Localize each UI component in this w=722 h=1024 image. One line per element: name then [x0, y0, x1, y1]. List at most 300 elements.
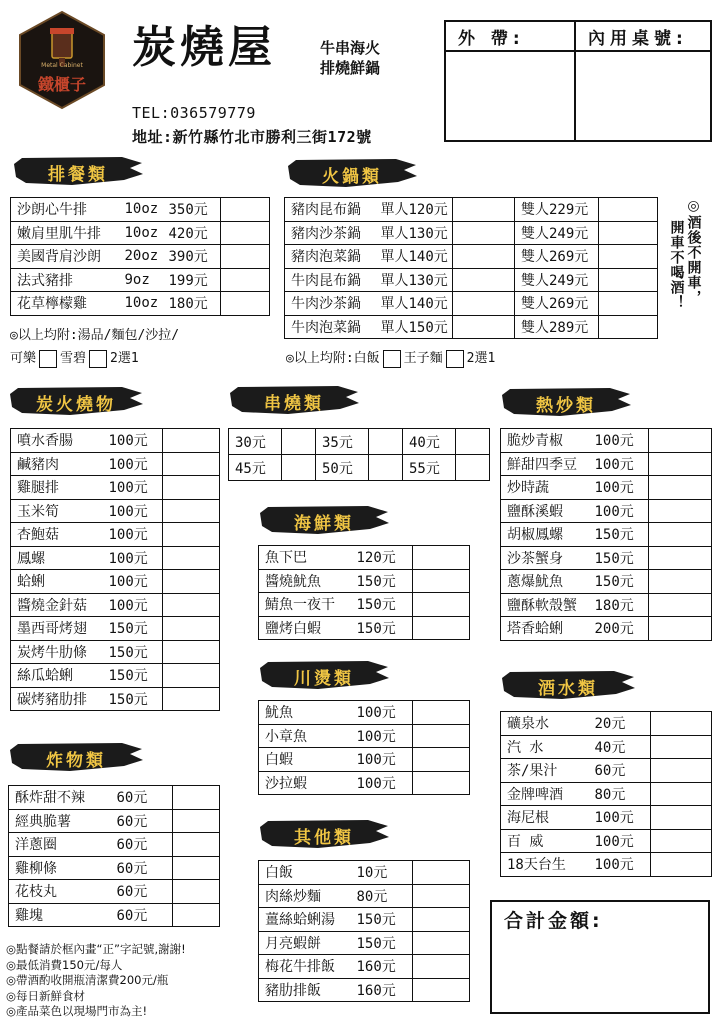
skewers-row [229, 455, 490, 481]
fried-order-box[interactable] [173, 786, 220, 810]
drinks-item-price: 80元 [589, 782, 651, 806]
drinks-item-price: 20元 [589, 712, 651, 736]
hotpot-single-order-box[interactable] [453, 221, 515, 245]
steak-order-box[interactable] [221, 268, 270, 292]
steak-row [11, 292, 270, 316]
skewer-price: 45元 [229, 455, 282, 481]
charcoal-item-name: 玉米筍 [11, 499, 103, 523]
total-amount-label: 合計金額: [504, 910, 603, 932]
blanched-order-box[interactable] [413, 771, 470, 795]
charcoal-order-box[interactable] [163, 617, 220, 641]
charcoal-item-name: 鹹豬肉 [11, 452, 103, 476]
stirfry-item-price: 200元 [589, 617, 649, 641]
stirfry-item-name: 炒時蔬 [501, 476, 589, 500]
blanched-item-name: 白蝦 [259, 748, 351, 772]
phone-number: TEL:036579779 [132, 104, 256, 122]
steak-item-name: 嫩肩里肌牛排 [11, 221, 119, 245]
hotpot-single-price: 單人130元 [375, 221, 453, 245]
stirfry-row [501, 499, 712, 523]
stirfry-menu-table [500, 428, 712, 641]
hotpot-single-order-box[interactable] [453, 292, 515, 316]
drinks-order-box[interactable] [651, 829, 712, 853]
heading-charcoal-text: 炭火燒物 [36, 395, 116, 415]
fried-row [9, 833, 220, 857]
stirfry-order-box[interactable] [649, 452, 712, 476]
skewer-price: 50元 [315, 455, 368, 481]
option-sprite-label: 雪碧 [60, 351, 87, 366]
others-order-box[interactable] [413, 884, 470, 908]
stirfry-item-name: 沙茶蟹身 [501, 546, 589, 570]
blanched-order-box[interactable] [413, 701, 470, 725]
heading-fried-text: 炸物類 [46, 751, 106, 771]
fried-item-price: 60元 [111, 833, 173, 857]
steak-item-size: 10oz [119, 198, 163, 222]
fried-item-name: 雞柳條 [9, 856, 111, 880]
stirfry-item-name: 蔥爆魷魚 [501, 570, 589, 594]
stirfry-row [501, 570, 712, 594]
steak-menu-table [10, 197, 270, 316]
seafood-item-name: 魚下巴 [259, 546, 351, 570]
fried-order-box[interactable] [173, 880, 220, 904]
others-item-price: 150元 [351, 931, 413, 955]
seafood-menu-table [258, 545, 470, 640]
charcoal-row [11, 570, 220, 594]
others-item-price: 10元 [351, 861, 413, 885]
charcoal-row [11, 429, 220, 453]
charcoal-menu-table [10, 428, 220, 711]
stirfry-item-name: 鹽酥溪蝦 [501, 499, 589, 523]
charcoal-item-price: 100元 [103, 523, 163, 547]
steak-item-size: 20oz [119, 245, 163, 269]
charcoal-item-name: 墨西哥烤翅 [11, 617, 103, 641]
stirfry-order-box[interactable] [649, 429, 712, 453]
seafood-row [259, 616, 470, 640]
hotpot-item-name: 牛肉沙茶鍋 [285, 292, 375, 316]
drinks-item-price: 100元 [589, 806, 651, 830]
heading-hotpot [286, 156, 418, 190]
others-row [259, 978, 470, 1002]
blanched-item-name: 小章魚 [259, 724, 351, 748]
seafood-order-box[interactable] [413, 616, 470, 640]
steak-item-name: 沙朗心牛排 [11, 198, 119, 222]
drinks-order-box[interactable] [651, 853, 712, 877]
hotpot-single-price: 單人120元 [375, 198, 453, 222]
seafood-row [259, 569, 470, 593]
drinks-menu-table [500, 711, 712, 877]
charcoal-row [11, 499, 220, 523]
charcoal-item-price: 100元 [103, 593, 163, 617]
hotpot-double-order-box[interactable] [599, 198, 658, 222]
skewer-order-box[interactable] [456, 455, 490, 481]
fried-order-box[interactable] [173, 833, 220, 857]
hotpot-item-name: 豬肉沙茶鍋 [285, 221, 375, 245]
seafood-order-box[interactable] [413, 593, 470, 617]
charcoal-item-price: 150元 [103, 664, 163, 688]
steak-item-price: 420元 [163, 221, 221, 245]
drinks-order-box[interactable] [651, 806, 712, 830]
steak-item-size: 10oz [119, 221, 163, 245]
drinks-item-price: 40元 [589, 735, 651, 759]
hotpot-row [285, 198, 658, 222]
skewer-order-box[interactable] [456, 429, 490, 455]
skewer-order-box[interactable] [369, 455, 403, 481]
hotpot-double-price: 雙人289元 [515, 315, 599, 339]
blanched-item-price: 100元 [351, 701, 413, 725]
seafood-item-name: 鯖魚一夜干 [259, 593, 351, 617]
fried-row [9, 880, 220, 904]
hotpot-item-name: 豬肉泡菜鍋 [285, 245, 375, 269]
shop-title: 炭燒屋 [132, 22, 276, 73]
steak-item-price: 390元 [163, 245, 221, 269]
footnote-line: ◎產品菜色以現場門市為主! [6, 1004, 148, 1019]
charcoal-item-name: 絲瓜蛤蜊 [11, 664, 103, 688]
drinks-row [501, 829, 712, 853]
others-order-box[interactable] [413, 908, 470, 932]
drinks-item-name: 金牌啤酒 [501, 782, 589, 806]
subtitle-line-2: 排燒鮮鍋 [320, 59, 381, 78]
others-order-box[interactable] [413, 978, 470, 1002]
blanched-item-price: 100元 [351, 724, 413, 748]
stirfry-row [501, 546, 712, 570]
footnote-line: ◎帶酒酌收開瓶清潔費200元/瓶 [6, 973, 169, 988]
stirfry-item-price: 100元 [589, 429, 649, 453]
stirfry-row [501, 429, 712, 453]
steak-order-box[interactable] [221, 198, 270, 222]
heading-drinks [500, 668, 636, 702]
seafood-row [259, 546, 470, 570]
others-item-price: 160元 [351, 955, 413, 979]
fried-item-price: 60元 [111, 786, 173, 810]
takeout-field[interactable] [446, 52, 576, 140]
fried-row [9, 809, 220, 833]
charcoal-row [11, 452, 220, 476]
heading-skewers-text: 串燒類 [264, 394, 324, 414]
fried-item-price: 60元 [111, 856, 173, 880]
others-menu-table [258, 860, 470, 1002]
charcoal-order-box[interactable] [163, 664, 220, 688]
others-item-price: 160元 [351, 978, 413, 1002]
steak-item-name: 花草檸檬雞 [11, 292, 119, 316]
charcoal-item-name: 噴水香腸 [11, 429, 103, 453]
skewer-price: 55元 [402, 455, 455, 481]
drinks-order-box[interactable] [651, 759, 712, 783]
drinks-item-name: 茶/果汁 [501, 759, 589, 783]
heading-stirfry-text: 熱炒類 [536, 396, 596, 416]
subtitle-line-1: 牛串海火 [320, 39, 381, 57]
warning-column-2 [668, 220, 685, 310]
stirfry-item-price: 100元 [589, 476, 649, 500]
takeout-label: 外 帶: [446, 22, 576, 52]
charcoal-order-box[interactable] [163, 570, 220, 594]
drinks-row [501, 782, 712, 806]
hotpot-double-order-box[interactable] [599, 245, 658, 269]
drinks-item-name: 海尼根 [501, 806, 589, 830]
option-cola-checkbox[interactable] [39, 350, 57, 368]
hotpot-single-price: 單人150元 [375, 315, 453, 339]
stirfry-item-name: 塔香蛤蜊 [501, 617, 589, 641]
hotpot-single-order-box[interactable] [453, 315, 515, 339]
option-noodle-label: 王子麵 [403, 351, 443, 366]
stirfry-row [501, 452, 712, 476]
charcoal-row [11, 523, 220, 547]
others-item-name: 梅花牛排飯 [259, 955, 351, 979]
skewer-order-box[interactable] [282, 455, 316, 481]
fried-item-name: 洋蔥圈 [9, 833, 111, 857]
charcoal-item-price: 100元 [103, 452, 163, 476]
others-row [259, 931, 470, 955]
fried-item-price: 60元 [111, 903, 173, 927]
charcoal-item-name: 炭烤牛肋條 [11, 640, 103, 664]
charcoal-item-price: 150元 [103, 617, 163, 641]
charcoal-row [11, 640, 220, 664]
drinks-row [501, 806, 712, 830]
fried-order-box[interactable] [173, 809, 220, 833]
stirfry-item-price: 150元 [589, 523, 649, 547]
hotpot-choose-one-label: 2選1 [466, 351, 496, 366]
fried-order-box[interactable] [173, 903, 220, 927]
fried-row [9, 903, 220, 927]
hotpot-double-price: 雙人249元 [515, 268, 599, 292]
charcoal-item-name: 碳烤豬肋排 [11, 687, 103, 711]
footnote-line: ◎最低消費150元/每人 [6, 957, 123, 972]
charcoal-row [11, 687, 220, 711]
blanched-row [259, 724, 470, 748]
stirfry-row [501, 593, 712, 617]
hotpot-row [285, 221, 658, 245]
charcoal-order-box[interactable] [163, 499, 220, 523]
charcoal-item-price: 100元 [103, 570, 163, 594]
hotpot-single-order-box[interactable] [453, 245, 515, 269]
steak-item-price: 180元 [163, 292, 221, 316]
charcoal-order-box[interactable] [163, 429, 220, 453]
charcoal-item-price: 150元 [103, 687, 163, 711]
fried-row [9, 856, 220, 880]
stirfry-row [501, 617, 712, 641]
fried-item-name: 經典脆薯 [9, 809, 111, 833]
hotpot-double-price: 雙人249元 [515, 221, 599, 245]
stirfry-item-name: 胡椒鳳螺 [501, 523, 589, 547]
charcoal-order-box[interactable] [163, 593, 220, 617]
charcoal-item-price: 100元 [103, 429, 163, 453]
hotpot-double-order-box[interactable] [599, 268, 658, 292]
others-order-box[interactable] [413, 861, 470, 885]
others-row [259, 861, 470, 885]
skewer-price: 30元 [229, 429, 282, 455]
others-item-price: 150元 [351, 908, 413, 932]
heading-seafood-text: 海鮮類 [294, 514, 354, 534]
skewer-order-box[interactable] [282, 429, 316, 455]
logo-subtext: Metal Cabinet [41, 62, 83, 69]
heading-others [258, 817, 390, 851]
charcoal-item-price: 150元 [103, 640, 163, 664]
steak-row [11, 221, 270, 245]
hotpot-row [285, 268, 658, 292]
steak-order-box[interactable] [221, 221, 270, 245]
hotpot-item-name: 豬肉昆布鍋 [285, 198, 375, 222]
seafood-order-box[interactable] [413, 546, 470, 570]
charcoal-item-price: 100元 [103, 546, 163, 570]
seafood-item-price: 120元 [351, 546, 413, 570]
stirfry-item-price: 180元 [589, 593, 649, 617]
stirfry-order-box[interactable] [649, 593, 712, 617]
shop-address: 地址:新竹縣竹北市勝利三街172號 [132, 128, 372, 146]
warning-column-1 [685, 198, 702, 305]
charcoal-order-box[interactable] [163, 546, 220, 570]
heading-others-text: 其他類 [294, 828, 354, 848]
stirfry-order-box[interactable] [649, 617, 712, 641]
stirfry-item-name: 鹽酥軟殼蟹 [501, 593, 589, 617]
option-sprite-checkbox[interactable] [89, 350, 107, 368]
hotpot-note [286, 347, 495, 368]
heading-seafood [258, 503, 390, 537]
hotpot-double-order-box[interactable] [599, 292, 658, 316]
charcoal-item-price: 100元 [103, 476, 163, 500]
drinks-item-price: 100元 [589, 853, 651, 877]
steak-item-price: 350元 [163, 198, 221, 222]
heading-drinks-text: 酒水類 [538, 679, 598, 699]
footnote-line: ◎每日新鮮食材 [6, 988, 86, 1003]
charcoal-order-box[interactable] [163, 476, 220, 500]
fried-order-box[interactable] [173, 856, 220, 880]
heading-blanched [258, 658, 390, 692]
stirfry-order-box[interactable] [649, 499, 712, 523]
stirfry-item-price: 100元 [589, 499, 649, 523]
others-item-name: 月亮蝦餅 [259, 931, 351, 955]
stirfry-item-price: 150元 [589, 546, 649, 570]
hotpot-single-price: 單人130元 [375, 268, 453, 292]
others-row [259, 908, 470, 932]
blanched-item-name: 魷魚 [259, 701, 351, 725]
stirfry-item-price: 150元 [589, 570, 649, 594]
footnotes [6, 942, 186, 1020]
blanched-menu-table [258, 700, 470, 795]
blanched-row [259, 701, 470, 725]
steak-row [11, 245, 270, 269]
logo-text: 鐵櫃子 [37, 75, 86, 94]
charcoal-row [11, 593, 220, 617]
stirfry-order-box[interactable] [649, 523, 712, 547]
charcoal-order-box[interactable] [163, 523, 220, 547]
seafood-item-name: 醬燒魷魚 [259, 569, 351, 593]
blanched-order-box[interactable] [413, 748, 470, 772]
steak-item-size: 9oz [119, 268, 163, 292]
others-item-name: 豬肋排飯 [259, 978, 351, 1002]
charcoal-item-name: 鳳螺 [11, 546, 103, 570]
dine-in-label: 內用桌號: [576, 22, 710, 52]
stirfry-item-name: 脆炒青椒 [501, 429, 589, 453]
fried-row [9, 786, 220, 810]
drinks-item-name: 18天台生 [501, 853, 589, 877]
others-item-name: 肉絲炒麵 [259, 884, 351, 908]
hotpot-double-order-box[interactable] [599, 221, 658, 245]
skewers-menu-table [228, 428, 490, 481]
warning-line: 開車不喝酒！ [668, 220, 685, 310]
blanched-order-box[interactable] [413, 724, 470, 748]
option-rice-label: ◎以上均附:白飯 [286, 351, 380, 366]
blanched-item-price: 100元 [351, 748, 413, 772]
steak-item-name: 法式豬排 [11, 268, 119, 292]
charcoal-order-box[interactable] [163, 687, 220, 711]
table-number-field[interactable] [576, 52, 710, 140]
steak-note-line1: ◎以上均附:湯品/麵包/沙拉/ [10, 328, 180, 343]
charcoal-row [11, 476, 220, 500]
option-cola-label: 可樂 [10, 351, 37, 366]
fried-menu-table [8, 785, 220, 927]
drinks-item-name: 百 威 [501, 829, 589, 853]
fried-item-price: 60元 [111, 880, 173, 904]
drinks-item-price: 100元 [589, 829, 651, 853]
heading-stirfry [500, 385, 632, 419]
others-row [259, 884, 470, 908]
charcoal-row [11, 664, 220, 688]
others-row [259, 955, 470, 979]
others-order-box[interactable] [413, 931, 470, 955]
seafood-order-box[interactable] [413, 569, 470, 593]
heading-charcoal [8, 384, 144, 418]
blanched-row [259, 771, 470, 795]
fried-item-price: 60元 [111, 809, 173, 833]
steak-note-line2 [10, 347, 139, 368]
steak-order-box[interactable] [221, 292, 270, 316]
heading-skewers [228, 383, 360, 417]
hotpot-single-order-box[interactable] [453, 268, 515, 292]
steak-row [11, 198, 270, 222]
stirfry-item-name: 鮮甜四季豆 [501, 452, 589, 476]
charcoal-item-name: 雞腿排 [11, 476, 103, 500]
drinks-row [501, 853, 712, 877]
skewers-row [229, 429, 490, 455]
blanched-item-price: 100元 [351, 771, 413, 795]
drinks-row [501, 759, 712, 783]
option-rice-checkbox[interactable] [383, 350, 401, 368]
hotpot-row [285, 315, 658, 339]
seafood-item-price: 150元 [351, 569, 413, 593]
stirfry-order-box[interactable] [649, 476, 712, 500]
stirfry-order-box[interactable] [649, 546, 712, 570]
charcoal-order-box[interactable] [163, 640, 220, 664]
order-info-box [444, 20, 712, 142]
hotpot-row [285, 245, 658, 269]
hotpot-single-price: 單人140元 [375, 292, 453, 316]
skewer-order-box[interactable] [369, 429, 403, 455]
heading-fried [8, 740, 144, 774]
drinks-row [501, 735, 712, 759]
hotpot-single-order-box[interactable] [453, 198, 515, 222]
charcoal-order-box[interactable] [163, 452, 220, 476]
drinks-order-box[interactable] [651, 735, 712, 759]
drinks-order-box[interactable] [651, 782, 712, 806]
drinks-order-box[interactable] [651, 712, 712, 736]
steak-order-box[interactable] [221, 245, 270, 269]
option-noodle-checkbox[interactable] [446, 350, 464, 368]
seafood-item-price: 150元 [351, 616, 413, 640]
hotpot-double-order-box[interactable] [599, 315, 658, 339]
hotpot-single-price: 單人140元 [375, 245, 453, 269]
stirfry-row [501, 476, 712, 500]
steak-item-size: 10oz [119, 292, 163, 316]
fried-item-name: 雞塊 [9, 903, 111, 927]
steak-row [11, 268, 270, 292]
heading-hotpot-text: 火鍋類 [322, 167, 382, 187]
blanched-row [259, 748, 470, 772]
skewer-price: 40元 [402, 429, 455, 455]
hotpot-item-name: 牛肉泡菜鍋 [285, 315, 375, 339]
hotpot-item-name: 牛肉昆布鍋 [285, 268, 375, 292]
charcoal-row [11, 617, 220, 641]
total-amount-box[interactable] [490, 900, 710, 1014]
others-order-box[interactable] [413, 955, 470, 979]
stirfry-order-box[interactable] [649, 570, 712, 594]
